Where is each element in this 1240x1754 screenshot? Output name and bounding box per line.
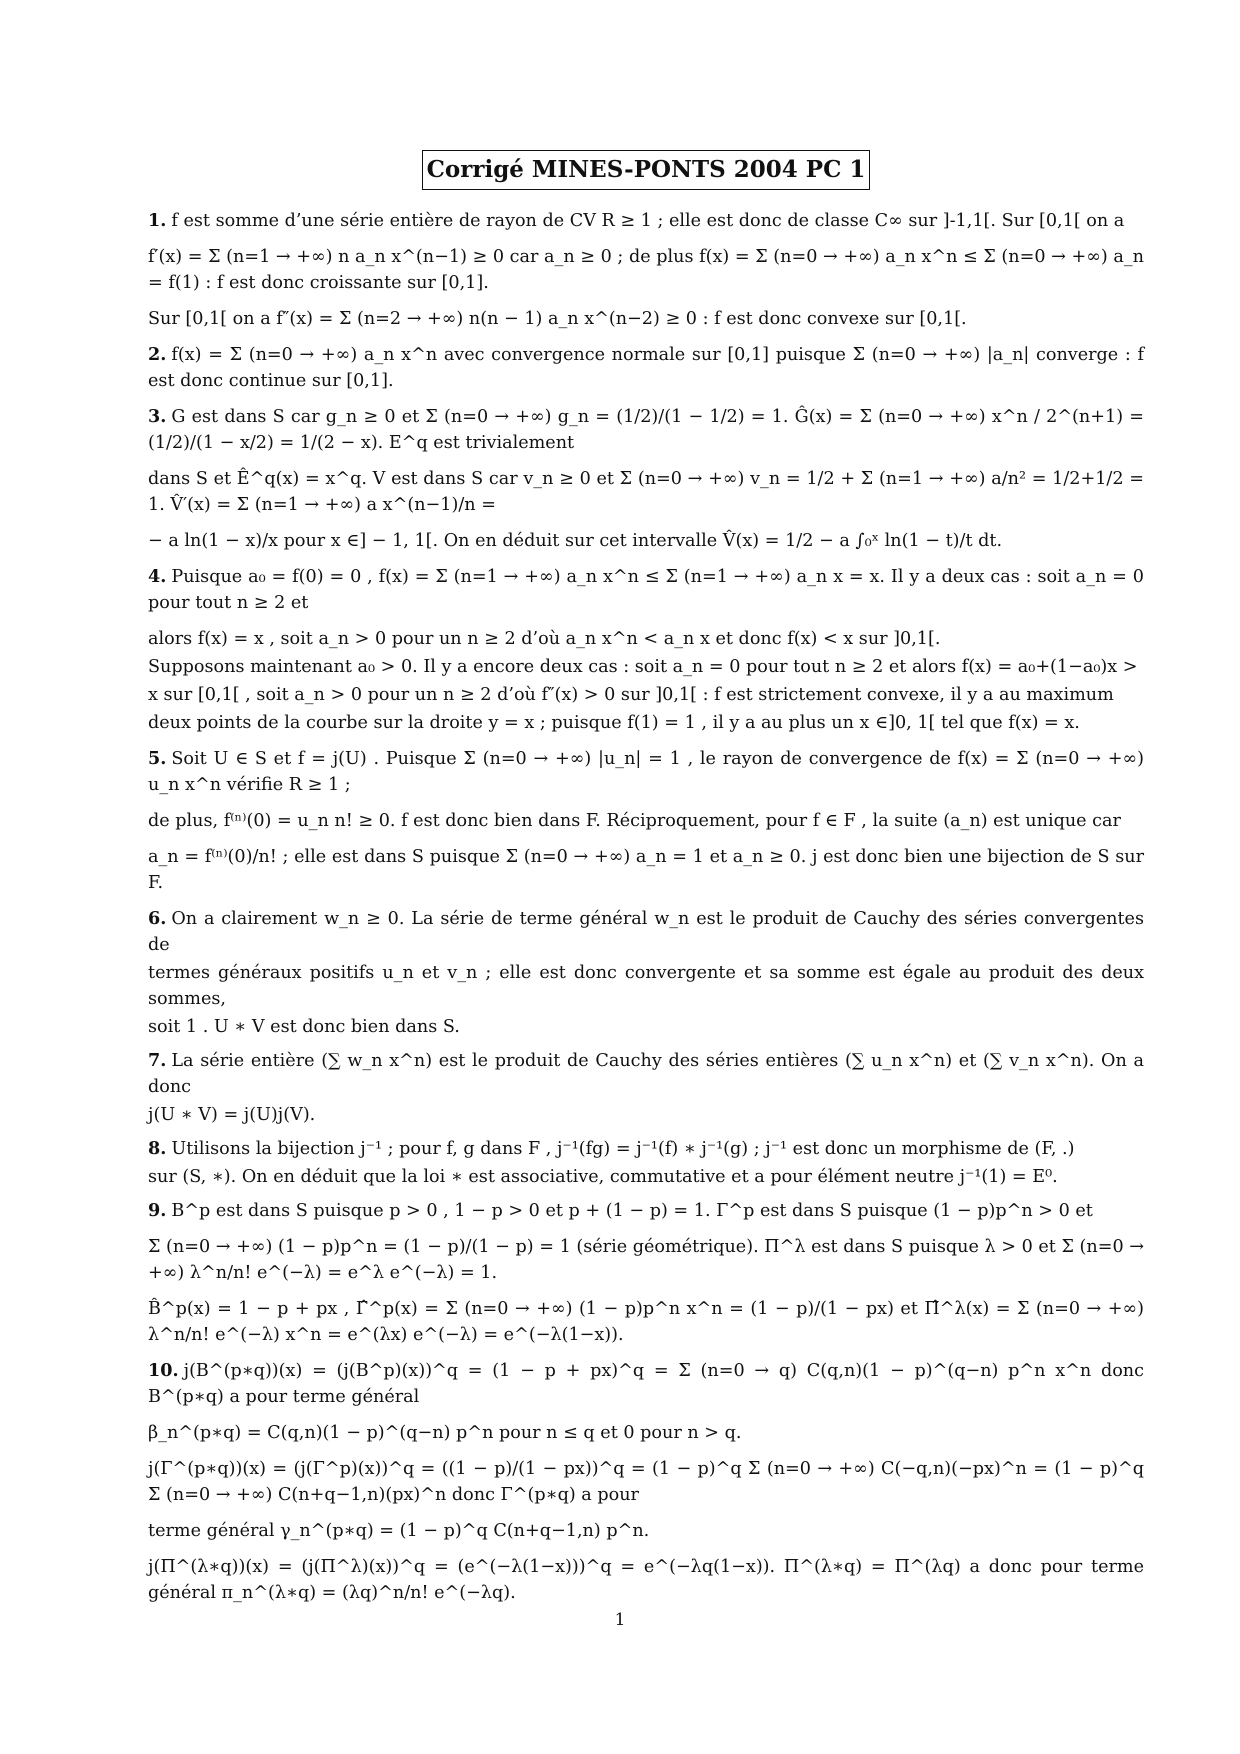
item-line: Soit U ∈ S et f = j(U) . Puisque Σ (n=0 → +∞) |u_n| = 1 , le rayon de convergence de f(x) = Σ (n=0 → +∞) u_n x^n vérifie R ≥ 1 ;	[148, 749, 1144, 795]
item-line: La série entière (∑ w_n x^n) est le produit de Cauchy des séries entières (∑ u_n x^n) et (∑ v_n x^n). On a donc	[148, 1051, 1144, 1097]
page-title: Corrigé MINES-PONTS 2004 PC 1	[422, 150, 870, 190]
item-line: B̂^p(x) = 1 − p + px , Γ̂^p(x) = Σ (n=0 → +∞) (1 − p)p^n x^n = (1 − p)/(1 − px) et Π̂^λ(x) = Σ (n=0 → +∞) λ^n/n! e^(−λ) x^n = e^(λx) e^(−λ) = e^(−λ(1−x)).	[148, 1299, 1144, 1345]
item-line: Supposons maintenant a₀ > 0. Il y a encore deux cas : soit a_n = 0 pour tout n ≥ 2 et alors f(x) = a₀+(1−a₀)x >	[148, 657, 1138, 677]
item-number: 1.	[148, 210, 167, 231]
item-line: soit 1 . U ∗ V est donc bien dans S.	[148, 1017, 460, 1037]
item-5	[148, 746, 1144, 896]
item-line: de plus, f⁽ⁿ⁾(0) = u_n n! ≥ 0. f est donc bien dans F. Réciproquement, pour f ∈ F , la suite (a_n) est unique car	[148, 811, 1121, 831]
item-line: G est dans S car g_n ≥ 0 et Σ (n=0 → +∞) g_n = (1/2)/(1 − 1/2) = 1. Ĝ(x) = Σ (n=0 → +∞) x^n / 2^(n+1) = (1/2)/(1 − x/2) = 1/(2 − x). E^q est trivialement	[148, 407, 1144, 453]
item-line: f(x) = Σ (n=0 → +∞) a_n x^n avec convergence normale sur [0,1] puisque Σ (n=0 → +∞) |a_n| converge : f est donc continue sur [0,1].	[148, 345, 1144, 391]
item-line: f′(x) = Σ (n=1 → +∞) n a_n x^(n−1) ≥ 0 car a_n ≥ 0 ; de plus f(x) = Σ (n=0 → +∞) a_n x^n ≤ Σ (n=0 → +∞) a_n = f(1) : f est donc croissante sur [0,1].	[148, 247, 1144, 293]
item-line: alors f(x) = x , soit a_n > 0 pour un n ≥ 2 d’où a_n x^n < a_n x et donc f(x) < x sur ]0,1[.	[148, 629, 941, 649]
item-9	[148, 1198, 1144, 1348]
item-3	[148, 404, 1144, 554]
item-8	[148, 1136, 1144, 1190]
item-number: 6.	[148, 908, 167, 929]
item-7	[148, 1048, 1144, 1128]
item-line: j(U ∗ V) = j(U)j(V).	[148, 1105, 316, 1125]
item-line: terme général γ_n^(p∗q) = (1 − p)^q C(n+q−1,n) p^n.	[148, 1521, 650, 1541]
item-number: 10.	[148, 1360, 179, 1381]
item-line: B^p est dans S puisque p > 0 , 1 − p > 0 et p + (1 − p) = 1. Γ^p est dans S puisque (1 − p)p^n > 0 et	[171, 1201, 1093, 1221]
item-line: Σ (n=0 → +∞) (1 − p)p^n = (1 − p)/(1 − p) = 1 (série géométrique). Π^λ est dans S puisque λ > 0 et Σ (n=0 → +∞) λ^n/n! e^(−λ) = e^λ e^(−λ) = 1.	[148, 1237, 1144, 1283]
item-line: deux points de la courbe sur la droite y = x ; puisque f(1) = 1 , il y a au plus un x ∈]0, 1[ tel que f(x) = x.	[148, 713, 1080, 733]
item-line: j(B^(p∗q))(x) = (j(B^p)(x))^q = (1 − p + px)^q = Σ (n=0 → q) C(q,n)(1 − p)^(q−n) p^n x^n donc B^(p∗q) a pour terme général	[148, 1361, 1144, 1407]
item-2	[148, 342, 1144, 394]
item-number: 8.	[148, 1138, 167, 1159]
item-line: On a clairement w_n ≥ 0. La série de terme général w_n est le produit de Cauchy des séries convergentes de	[148, 909, 1144, 955]
item-6	[148, 906, 1144, 1040]
item-number: 2.	[148, 344, 167, 365]
item-4	[148, 564, 1144, 736]
item-line: Puisque a₀ = f(0) = 0 , f(x) = Σ (n=1 → +∞) a_n x^n ≤ Σ (n=1 → +∞) a_n x = x. Il y a deux cas : soit a_n = 0 pour tout n ≥ 2 et	[148, 567, 1144, 613]
item-line: Sur [0,1[ on a f″(x) = Σ (n=2 → +∞) n(n − 1) a_n x^(n−2) ≥ 0 : f est donc convexe sur [0,1[.	[148, 309, 967, 329]
item-number: 3.	[148, 406, 167, 427]
page-number: 1	[614, 1610, 626, 1630]
item-line: a_n = f⁽ⁿ⁾(0)/n! ; elle est dans S puisque Σ (n=0 → +∞) a_n = 1 et a_n ≥ 0. j est donc bien une bijection de S sur F.	[148, 847, 1144, 893]
item-number: 7.	[148, 1050, 167, 1071]
item-line: dans S et Ê^q(x) = x^q. V est dans S car v_n ≥ 0 et Σ (n=0 → +∞) v_n = 1/2 + Σ (n=1 → +∞) a/n² = 1/2+1/2 = 1. V̂′(x) = Σ (n=1 → +∞) a x^(n−1)/n =	[148, 469, 1144, 515]
item-10	[148, 1358, 1144, 1606]
item-line: Utilisons la bijection j⁻¹ ; pour f, g dans F , j⁻¹(fg) = j⁻¹(f) ∗ j⁻¹(g) ; j⁻¹ est donc un morphisme de (F, .)	[171, 1139, 1075, 1159]
item-number: 4.	[148, 566, 167, 587]
item-line: f est somme d’une série entière de rayon de CV R ≥ 1 ; elle est donc de classe C∞ sur ]-1,1[. Sur [0,1[ on a	[171, 211, 1125, 231]
item-number: 5.	[148, 748, 167, 769]
item-line: − a ln(1 − x)/x pour x ∈] − 1, 1[. On en déduit sur cet intervalle V̂(x) = 1/2 − a ∫₀ˣ ln(1 − t)/t dt.	[148, 531, 1003, 551]
item-line: termes généraux positifs u_n et v_n ; elle est donc convergente et sa somme est égale au produit des deux sommes,	[148, 963, 1144, 1009]
item-line: sur (S, ∗). On en déduit que la loi ∗ est associative, commutative et a pour élément neutre j⁻¹(1) = E⁰.	[148, 1167, 1058, 1187]
item-line: x sur [0,1[ , soit a_n > 0 pour un n ≥ 2 d’où f″(x) > 0 sur ]0,1[ : f est strictement convexe, il y a au maximum	[148, 685, 1114, 705]
item-number: 9.	[148, 1200, 167, 1221]
item-line: j(Γ^(p∗q))(x) = (j(Γ^p)(x))^q = ((1 − p)/(1 − px))^q = (1 − p)^q Σ (n=0 → +∞) C(−q,n)(−px)^n = (1 − p)^q Σ (n=0 → +∞) C(n+q−1,n)(px)^n donc Γ^(p∗q) a pour	[148, 1459, 1144, 1505]
page	[148, 140, 1144, 1616]
item-line: j(Π^(λ∗q))(x) = (j(Π^λ)(x))^q = (e^(−λ(1−x)))^q = e^(−λq(1−x)). Π^(λ∗q) = Π^(λq) a donc pour terme général π_n^(λ∗q) = (λq)^n/n! e^(−λq).	[148, 1557, 1144, 1603]
item-line: β_n^(p∗q) = C(q,n)(1 − p)^(q−n) p^n pour n ≤ q et 0 pour n > q.	[148, 1423, 742, 1443]
item-1	[148, 208, 1144, 332]
